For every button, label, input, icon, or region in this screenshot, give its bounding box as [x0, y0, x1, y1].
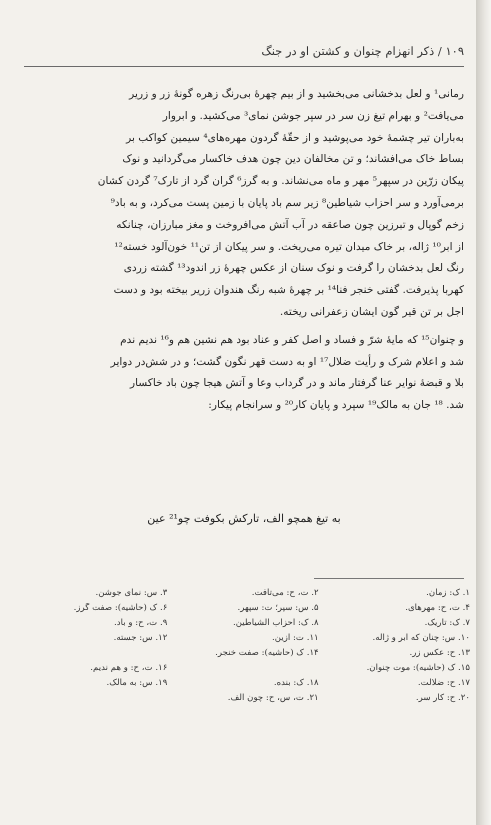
footnote: ۸. ک: احزاب الشیاطین.: [233, 618, 319, 628]
footnote: ۲۰. ح: کار سر.: [415, 693, 470, 703]
text-line: رمانی¹ و لعل بدخشانی می‌بخشید و از بیم چهرهٔ بی‌رنگ زهره گونهٔ زر و زریر: [129, 88, 464, 100]
footnote: [24, 693, 167, 703]
footnotes: [24, 588, 470, 703]
footnote: ۱۰. س: چنان که ابر و ژاله.: [372, 633, 470, 643]
text-line: بلا و قبضهٔ نوایر عنا گرفتار ماند و در گرداب وعا و آتش هیجا چون باد خاکسار: [129, 377, 464, 390]
page-edge: [476, 0, 491, 825]
text-line: به‌باران تیر چشمهٔ خود می‌پوشید و از حقّهٔ گردون مهره‌های⁴ سیمین کواکب بر: [126, 131, 464, 144]
footnote: ۱۸. ک: بنده.: [273, 678, 319, 688]
footnote: ۶. ک (حاشیه): صفت گرز.: [73, 603, 168, 613]
footnote: ۱۲. س: جسته.: [113, 633, 168, 643]
text-line: از ابر¹⁰ ژاله، بر خاک میدان تیره می‌ریخت. و سر پیکان از تن¹¹ خون‌آلود خسته¹²: [114, 240, 464, 253]
text-line: شد و اعلام شرک و رأیت ضلال¹⁷ او به دست قهر نگون گشت؛ و در شش‌در دوایر: [110, 355, 464, 368]
footnote: ۵. س: سپر؛ ت: سپهر.: [237, 603, 319, 613]
text-line: کهربا پذیرفت. گفتی خنجر فنا¹⁴ بر چهرهٔ شبه رنگ هندوان زریر بیخته بود و دست: [113, 284, 464, 297]
footnote: ۳. س: نمای جوشن.: [95, 588, 168, 598]
text-line: اجل بر تن قیر گون ایشان زعفرانی ریخته.: [279, 305, 464, 318]
footnote: ۷. ک: تاریک.: [424, 618, 470, 628]
text-line: بساط خاک می‌افشاند؛ و تن مخالفان دین چون هدف خاکسار می‌گردانید و نوک: [122, 153, 464, 166]
footnote: ۱۷. ح: ضلالت.: [417, 678, 470, 688]
footnote: [175, 663, 318, 673]
footnote: ۲۱. ت، س، ح: چون الف.: [227, 693, 319, 703]
running-header: ۱۰۹ / ذکر انهزام چنوان و کشتن او در جنگ: [261, 44, 464, 58]
footnote: ۴. ت، ح: مهرهای.: [405, 603, 470, 613]
footnote: ۱۹. س: به مالک.: [106, 678, 168, 688]
footnote: ۱. ک: زمان.: [426, 588, 470, 598]
body-text: [24, 84, 464, 417]
footnote: [24, 648, 167, 658]
verse-line: به تیغ همچو الف، تارکش بکوفت چو²¹ عین: [147, 512, 341, 525]
footnote: ۱۴. ک (حاشیه): صفت خنجر.: [215, 648, 319, 658]
paragraph-1: [24, 84, 464, 324]
header-rule: [24, 66, 464, 67]
footnote: ۱۱. ت: ازین.: [272, 633, 319, 643]
footnote: ۹. ت، ح: و باد.: [114, 618, 168, 628]
footnote: ۲. ت، ح: می‌تافت.: [251, 588, 319, 598]
text-line: و چنوان¹⁵ که مایهٔ شرّ و فساد و اصل کفر و عناد بود هم نشین هم و¹⁶ ندیم ندم: [120, 333, 464, 346]
text-line: زخم گوپال و تبرزین چون صاعقه در آب آتش می‌افروخت و مغز مبارزان، چنانکه: [116, 218, 464, 231]
text-line: برمی‌آورد و سر احزاب شیاطین⁸ زیر سم باد پایان با زمین پست می‌کرد، و به باد⁹: [110, 196, 464, 209]
text-line: رنگ لعل بدخشان را گرفت و نوک سنان از عکس چهرهٔ زر اندود¹³ گشته زردی: [123, 262, 464, 275]
footnote-rule: [314, 578, 464, 579]
footnote: ۱۳. ح: عکس زر.: [409, 648, 470, 658]
paragraph-2: [24, 330, 464, 417]
text-line: شد. ¹⁸ جان به مالک¹⁹ سپرد و پایان کار²⁰ و سرانجام پیکار:: [208, 399, 464, 412]
text-line: پیکان زرّین در سپهر⁵ مهر و ماه می‌نشاند. و به گرز⁶ گران گرد از تارک⁷ گردن کشان: [97, 175, 464, 188]
footnote: ۱۵. ک (حاشیه): موت چنوان.: [366, 663, 470, 673]
text-line: می‌یافت² و بهرام تیغ زن سر در سپر جوشن نمای³ می‌کشید. و ابروار: [162, 109, 464, 122]
footnote: ۱۶. ت، ح: و هم ندیم.: [90, 663, 168, 673]
